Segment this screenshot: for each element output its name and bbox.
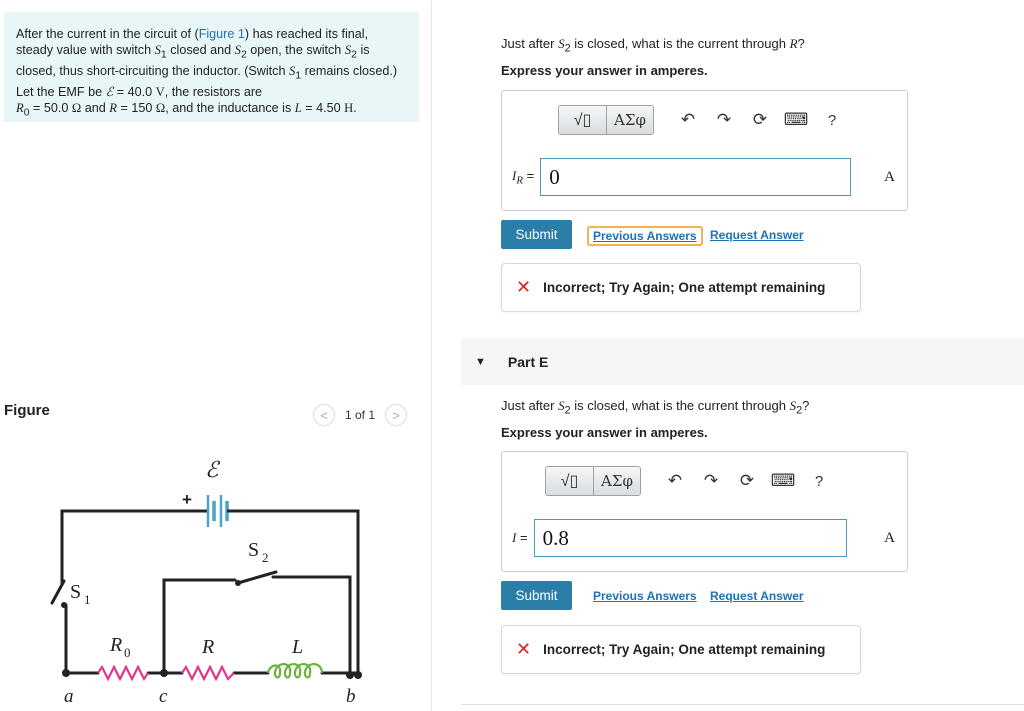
switch-s2: [238, 572, 276, 583]
part-d-input-row: [512, 158, 851, 196]
equals-sign: =: [522, 167, 535, 183]
part-d-instruction: Express your answer in amperes.: [501, 63, 708, 78]
undo-icon[interactable]: ↶: [667, 471, 683, 490]
divider: [461, 704, 1024, 705]
unit-ohm: Ω: [155, 101, 166, 116]
part-d-question: [501, 36, 805, 55]
question-text: Just after: [501, 398, 559, 413]
symbol-s2: S: [558, 398, 565, 413]
collapse-caret-icon: ▼: [475, 356, 486, 368]
part-e-question: [501, 398, 809, 417]
l-value: = 4.50: [301, 101, 345, 116]
symbol-sub: 2: [796, 404, 803, 417]
symbol-s1: S: [289, 64, 296, 79]
reset-icon[interactable]: ⟳: [739, 471, 755, 490]
switch-s2-pivot: [235, 580, 241, 586]
sqrt-template-icon: √▯: [573, 112, 592, 129]
question-text: ?: [802, 398, 810, 413]
inductor-l: [268, 664, 322, 677]
label-l: L: [292, 636, 304, 658]
previous-answers-link[interactable]: Previous Answers: [587, 226, 703, 246]
templates-button[interactable]: [546, 467, 594, 495]
error-x-icon: ✕: [516, 277, 532, 297]
submit-button[interactable]: Submit: [501, 220, 572, 249]
symbol-r: R: [789, 36, 798, 51]
problem-text: is closed, thus short-circuiting the inductor. (Switch: [16, 43, 370, 79]
symbol-sub: 2: [564, 404, 571, 417]
label-node-c: c: [159, 686, 168, 707]
error-x-icon: ✕: [516, 639, 532, 659]
symbol-r: R: [109, 101, 117, 116]
symbol-i: I: [512, 167, 517, 183]
greek-symbols-button[interactable]: ΑΣφ: [594, 467, 640, 495]
node-a: [62, 669, 70, 677]
label-s1-sub: 1: [84, 592, 91, 607]
problem-statement: [4, 12, 419, 122]
label-node-b: b: [346, 686, 356, 707]
problem-text: open, the switch: [246, 43, 345, 58]
problem-panel: [0, 0, 432, 711]
symbol-sub: 0: [23, 106, 30, 119]
keyboard-icon[interactable]: ⌨: [770, 471, 796, 490]
previous-answers-link[interactable]: Previous Answers: [593, 589, 697, 603]
label-r0-sub: 0: [124, 645, 131, 660]
figure-heading: Figure: [4, 402, 50, 419]
question-text: Just after: [501, 36, 559, 51]
problem-text: closed and: [166, 43, 235, 58]
label-plus: +: [182, 490, 192, 509]
label-s1: S: [70, 581, 82, 603]
problem-text: , and the inductance is: [165, 101, 295, 116]
math-toolbar: [545, 466, 837, 496]
label-r0: R: [110, 634, 123, 656]
part-e-header[interactable]: [461, 339, 1024, 385]
label-s2: S: [248, 539, 260, 561]
keyboard-icon[interactable]: ⌨: [783, 110, 809, 129]
answer-panel: [433, 0, 1024, 711]
symbol-sub: 2: [240, 48, 247, 61]
label-emf: ℰ: [205, 457, 219, 482]
part-e-answer-box: [501, 451, 908, 572]
chevron-right-icon: >: [392, 407, 400, 423]
problem-text: .: [353, 101, 357, 116]
symbol-sub: R: [516, 174, 523, 187]
symbol-i: I: [512, 530, 517, 545]
greek-symbols-button[interactable]: ΑΣφ: [607, 106, 653, 134]
symbol-s2: S: [789, 398, 797, 413]
emf-value: = 40.0: [113, 84, 156, 99]
label-node-a: a: [64, 686, 74, 707]
help-icon[interactable]: ?: [827, 111, 837, 129]
prev-figure-button[interactable]: [313, 404, 335, 426]
request-answer-link[interactable]: Request Answer: [710, 589, 804, 603]
wire: [164, 580, 235, 673]
figure-pager: [313, 404, 407, 426]
template-group: [558, 105, 654, 135]
input-label: [512, 530, 528, 546]
resistor-r0: [98, 667, 148, 679]
r0-value: = 50.0: [29, 101, 72, 116]
figure-link[interactable]: Figure 1: [198, 27, 245, 41]
symbol-r0: R: [16, 101, 24, 116]
problem-text: and: [81, 101, 110, 116]
symbol-sub: 2: [351, 48, 357, 61]
symbol-sub: 1: [295, 69, 302, 82]
math-toolbar: [558, 105, 850, 135]
redo-icon[interactable]: ↷: [716, 110, 732, 129]
redo-icon[interactable]: ↷: [703, 471, 719, 490]
problem-text: After the current in the circuit of (: [16, 27, 199, 41]
feedback-message: [501, 625, 861, 674]
equals-sign: =: [516, 530, 528, 545]
part-e-instruction: Express your answer in amperes.: [501, 425, 708, 440]
feedback-text: Incorrect; Try Again; One attempt remaining: [543, 642, 826, 657]
symbol-l: L: [294, 101, 302, 116]
circuit-diagram: [30, 455, 380, 710]
input-label: [512, 168, 534, 187]
node-b: [354, 671, 362, 679]
switch-s1-pivot: [61, 602, 67, 608]
symbol-s2: S: [558, 36, 565, 51]
symbol-sub: 2: [564, 42, 571, 55]
next-figure-button[interactable]: [385, 404, 407, 426]
pager-count: 1 of 1: [345, 408, 376, 422]
template-group: [545, 466, 641, 496]
unit-label: A: [884, 530, 895, 546]
feedback-text: Incorrect; Try Again; One attempt remaining: [543, 280, 826, 295]
question-text: ?: [797, 36, 805, 51]
problem-text: remains closed.) Let the EMF be: [16, 64, 398, 99]
help-icon[interactable]: ?: [814, 472, 824, 490]
label-s2-sub: 2: [262, 550, 269, 565]
feedback-message: [501, 263, 861, 312]
part-title: Part E: [507, 354, 549, 370]
unit-ohm: Ω: [71, 101, 82, 116]
wire: [62, 511, 200, 583]
chevron-left-icon: <: [320, 407, 328, 423]
node-b: [346, 671, 354, 679]
answer-input[interactable]: 0: [540, 158, 851, 196]
request-answer-link[interactable]: Request Answer: [710, 228, 804, 242]
symbol-s2: S: [344, 43, 352, 58]
symbol-sub: 1: [160, 48, 167, 61]
switch-s1: [52, 581, 64, 603]
question-text: is closed, what is the current through: [570, 36, 790, 51]
label-r: R: [202, 636, 215, 658]
node-c: [160, 669, 168, 677]
unit-henry: H: [344, 101, 354, 116]
part-d-answer-box: [501, 90, 908, 211]
symbol-emf: ℰ: [105, 84, 114, 99]
templates-button[interactable]: [559, 106, 607, 134]
problem-text: ) has reached its final, steady value with switch: [16, 27, 369, 58]
unit-volt: V: [155, 84, 165, 99]
sqrt-template-icon: √▯: [560, 473, 579, 490]
r-value: = 150: [117, 101, 156, 116]
answer-input[interactable]: 0.8: [534, 519, 847, 557]
resistor-r: [182, 667, 234, 679]
battery: [200, 495, 232, 527]
wire: [273, 577, 350, 675]
symbol-s1: S: [154, 43, 161, 58]
reset-icon[interactable]: ⟳: [752, 110, 768, 129]
undo-icon[interactable]: ↶: [680, 110, 696, 129]
symbol-s2: S: [234, 43, 241, 58]
question-text: is closed, what is the current through: [570, 398, 790, 413]
problem-text: , the resistors are: [164, 84, 263, 99]
unit-label: A: [884, 169, 895, 185]
submit-button[interactable]: Submit: [501, 581, 572, 610]
part-e-input-row: [512, 519, 847, 557]
